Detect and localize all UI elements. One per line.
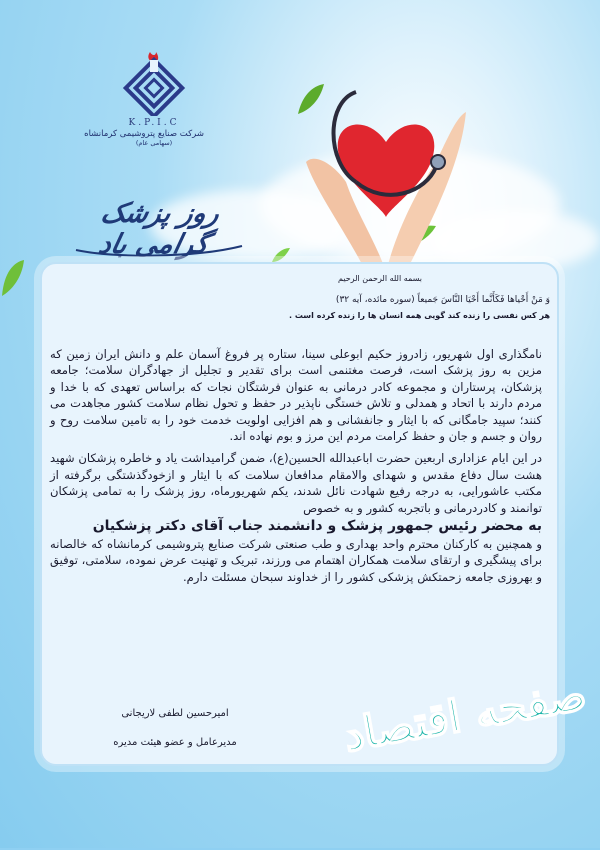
watermark-text: صفحه اقتصاد [340, 669, 590, 762]
logo-abbreviation: K.P.I.C [128, 118, 180, 128]
letter-highlight: به محضر رئیس جمهور پزشک و دانشمند جناب آقای دکتر پزشکیان [92, 518, 542, 535]
occasion-title: روز پزشک گرامی باد [95, 198, 223, 260]
letter-paragraph: و همچنین به کارکنان محترم واحد بهداری و طب صنعتی شرکت صنایع پتروشیمی کرمانشاه که خالصانه برای پیشگیری و ارتقای سلامت همکاران اهتمام می ورزند، تبریک و تهنیت عرض نموده، سلامتی، توفیق و بهروزی جامعه زحمتکش پزشکی کشور را از خداوند سبحان مسئلت دارم. [50, 537, 542, 584]
company-logo [84, 50, 204, 147]
signatory-title: مدیرعامل و عضو هیئت مدیره [113, 737, 237, 748]
quote-block [250, 274, 550, 320]
company-name: شرکت صنایع پتروشیمی کرمانشاه [84, 129, 204, 139]
watermark [340, 669, 590, 850]
verse-translation: هر کس نفسی را زنده کند گویی همه انسان ها را زنده کرده است . [289, 311, 550, 320]
letter-paragraph: نامگذاری اول شهریور، زادروز حکیم ابوعلی سینا، ستاره پر فروغ آسمان علم و دانش ایران زمین که مزین به روز پزشک است، فرصت مغتنمی است برای تقدیر و تجلیل از جهادگران سلامت؛ جامعه پزشکان، پرستاران و مجموعه کادر درمانی به عنوان فرشتگان نجات که براساس تعهدی که با خدا و مردم دارند با اتحاد و همدلی و تلاش خستگی ناپذیر در حفظ و تحول نظام سلامت کشور مجاهدت می کنند؛ سپید جامگانی که با ایثار و جانفشانی و هم افزایی اولویت خدمت خود را به تامین سلامت روح و روان و جسم و جان و حفظ کرامت مردم این مرز و بوم نهاده اند. [50, 347, 542, 444]
signatory-name: امیرحسین لطفی لاریجانی [121, 708, 229, 719]
letter-paragraph: در این ایام عزاداری اربعین حضرت اباعبدالله الحسین(ع)، ضمن گرامیداشت یاد و خاطره پزشکان شهید هشت سال دفاع مقدس و شهدای والامقام مدافعان سلامت که با ایثار و ازخودگذشتگی برگرفته از مکتب عاشورایی، به درجه رفیع شهادت نائل شدند، یکم شهریورماه، روز پزشک را به تمامی پزشکان توانمند و کادردرمانی و باتجربه کشور و به خصوص [50, 451, 542, 515]
letter-body [50, 346, 542, 585]
leaf-icon [0, 258, 26, 298]
company-type: (سهامی عام) [135, 139, 173, 147]
quran-verse: وَ مَنْ أَحْیاها فَكَأَنَّما أَحْیَا النَّاسَ جَمیعاً (سوره مائده، آیه ۳۲) [335, 295, 550, 305]
signature-block [100, 708, 250, 748]
basmala: بسمه الله الرحمن الرحیم [338, 274, 422, 283]
kpic-emblem-icon [116, 50, 192, 116]
occasion-calligraphy [66, 184, 248, 274]
hands-heart-stethoscope-icon [286, 72, 486, 272]
calligraphy-flourish-icon [74, 240, 244, 260]
